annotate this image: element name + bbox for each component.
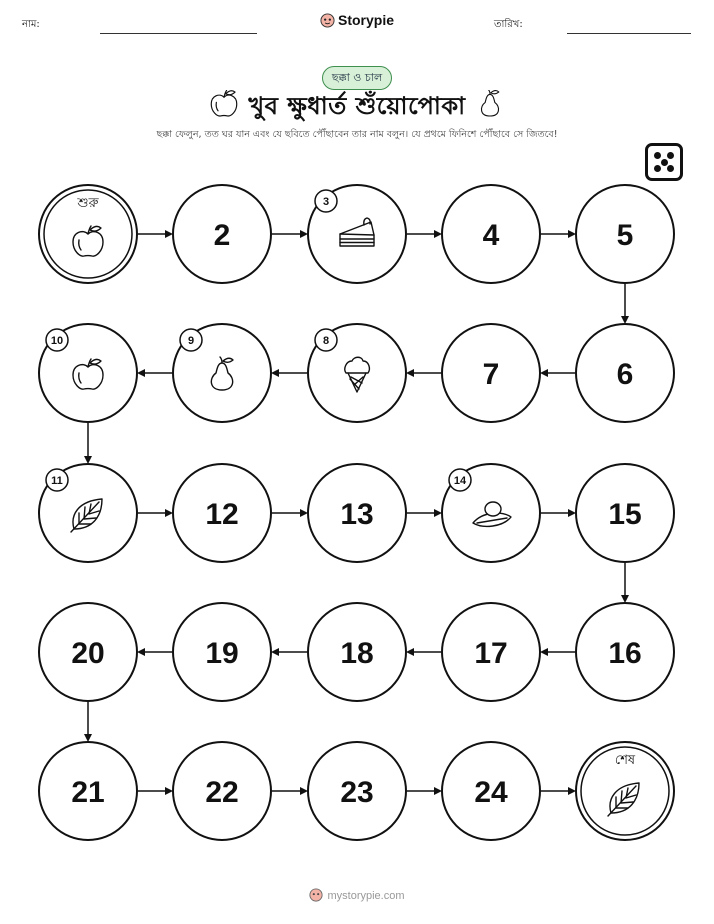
cell-number: 24	[474, 776, 508, 809]
board-cell-15[interactable]	[576, 464, 674, 562]
cell-number: 13	[340, 498, 374, 531]
cell-number: 15	[608, 498, 642, 531]
board-cell-17[interactable]	[442, 603, 540, 701]
date-label: তারিখ:	[494, 19, 523, 30]
board-cell-14[interactable]	[442, 464, 540, 562]
board-cell-8[interactable]	[308, 324, 406, 422]
board-cell-16[interactable]	[576, 603, 674, 701]
board-cell-3[interactable]	[308, 185, 406, 283]
board-cell-24[interactable]	[442, 742, 540, 840]
cell-number-badge: 8	[322, 335, 330, 347]
board-cell-10[interactable]	[39, 324, 137, 422]
cell-number-badge: 11	[51, 475, 63, 487]
board-cell-19[interactable]	[173, 603, 271, 701]
cell-number: 7	[482, 358, 500, 391]
cell-number: 17	[474, 637, 508, 670]
brand-name: Storypie	[337, 12, 394, 28]
board-cell-18[interactable]	[308, 603, 406, 701]
footer	[0, 888, 714, 902]
cell-number: 12	[205, 498, 239, 531]
board-cell-21[interactable]	[39, 742, 137, 840]
game-type-tag: ছক্কা ও চাল	[322, 66, 392, 90]
cell-number: 19	[205, 637, 239, 670]
board-cell-11[interactable]	[39, 464, 137, 562]
start-label: শুরু	[77, 196, 99, 211]
cell-number: 5	[616, 219, 634, 252]
cell-number-badge: 9	[187, 335, 195, 347]
board-cell-4[interactable]	[442, 185, 540, 283]
storypie-logo-icon	[309, 888, 323, 902]
cell-number: 2	[213, 219, 231, 252]
cell-number: 20	[71, 637, 105, 670]
board-cell-13[interactable]	[308, 464, 406, 562]
cell-number-badge: 3	[322, 196, 330, 208]
board-cell-9[interactable]	[173, 324, 271, 422]
cell-number: 23	[340, 776, 374, 809]
board-cell-5[interactable]	[576, 185, 674, 283]
instructions: ছক্কা ফেলুন, তত ঘর যান এবং যে ছবিতে পৌঁছাবেন তার নাম বলুন। যে প্রথমে ফিনিশে পৌঁছাবে সে জিতবে!	[156, 129, 558, 140]
start-cell[interactable]	[39, 185, 137, 283]
page-title: খুব ক্ষুধার্ত শুঁয়োপোকা	[248, 92, 466, 120]
end-label: শেষ	[614, 753, 636, 768]
cell-number-badge: 14	[453, 475, 467, 487]
board-cell-23[interactable]	[308, 742, 406, 840]
board-cell-7[interactable]	[442, 324, 540, 422]
name-label: নাম:	[22, 19, 40, 30]
board-cell-12[interactable]	[173, 464, 271, 562]
board-cell-20[interactable]	[39, 603, 137, 701]
end-cell[interactable]	[576, 742, 674, 840]
cell-number: 18	[340, 637, 374, 670]
board-cell-22[interactable]	[173, 742, 271, 840]
cell-number-badge: 10	[50, 335, 64, 347]
cell-number: 4	[482, 219, 500, 252]
board-cell-6[interactable]	[576, 324, 674, 422]
board-cell-2[interactable]	[173, 185, 271, 283]
cell-number: 21	[71, 776, 105, 809]
cell-number: 22	[205, 776, 239, 809]
cell-number: 6	[616, 358, 634, 391]
footer-site[interactable]: mystorypie.com	[327, 890, 405, 902]
cell-number: 16	[608, 637, 642, 670]
